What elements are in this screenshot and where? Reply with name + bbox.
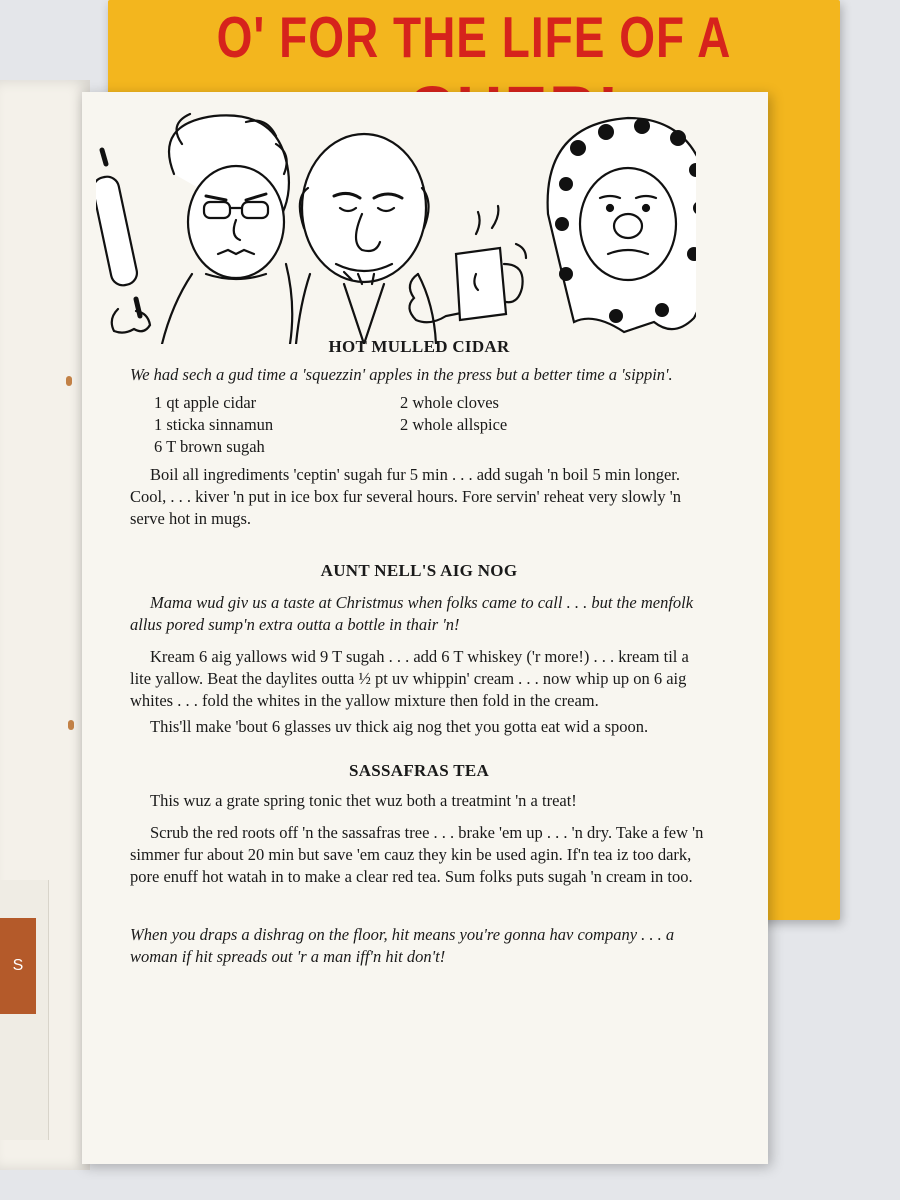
rust-spot [68, 720, 74, 730]
rust-spot [66, 376, 72, 386]
footer-saying: When you draps a dishrag on the floor, hit means you're gonna hav company . . . a woman if hit spreads out 'r a man iff'n hit don't! [130, 925, 675, 966]
recipe-intro: We had sech a gud time a 'squezzin' apples in the press but a better time a 'sippin'. [130, 365, 673, 384]
ingredient-item: 6 T brown sugah [154, 437, 265, 456]
cartoon-illustration [96, 104, 696, 344]
recipe-page [82, 92, 768, 1164]
back-cover-title: O' FOR THE LIFE OF A [216, 4, 732, 70]
left-page-tab: S [0, 918, 36, 1014]
ingredient-item: 1 sticka sinnamun [154, 415, 274, 434]
old-man-figure [296, 134, 436, 344]
ingredient-item: 2 whole allspice [400, 415, 508, 434]
recipe-directions: This'll make 'bout 6 glasses uv thick aig nog thet you gotta eat wid a spoon. [150, 717, 649, 736]
rolling-pin-icon [96, 150, 150, 333]
coffee-mug-icon [409, 206, 526, 322]
woman-glasses-figure [162, 114, 292, 344]
recipe-title: SASSAFRAS TEA [348, 761, 490, 780]
woman-scarf-figure [548, 118, 696, 332]
recipe-intro: Mama wud giv us a taste at Christmus when folks came to call . . . but the menfolk allus pored sump'n extra outta a bottle in thair 'n! [130, 593, 694, 634]
recipe-title: HOT MULLED CIDAR [328, 337, 510, 356]
recipe-directions: Kream 6 aig yallows wid 9 T sugah . . . add 6 T whiskey ('r more!) . . . kream til a lite yallow. Beat the daylites outta ½ pt uv whippin' cream . . . now whip up on 6 aig whites . . . fold the whites in the yallow mixture then fold in the cream. [130, 647, 689, 710]
recipe-directions: Scrub the red roots off 'n the sassafras tree . . . brake 'em up . . . 'n dry. Take a few 'n simmer fur about 20 min but save 'em cauz they kin be used agin. If'n tea iz too dark, pore enuff hot watah in to make a clear red tea. Sum folks puts sugah 'n cream in too. [130, 823, 704, 886]
recipe-directions: Boil all ingrediments 'ceptin' sugah fur 5 min . . . add sugah 'n boil 5 min longer. Cool, . . . kiver 'n put in ice box fur several hours. Fore servin' reheat very slowly 'n serve hot in mugs. [130, 465, 682, 528]
recipe-intro: This wuz a grate spring tonic thet wuz both a treatmint 'n a treat! [150, 791, 577, 810]
ingredient-list [154, 392, 708, 458]
ingredient-item: 2 whole cloves [400, 393, 499, 412]
recipe-title: AUNT NELL'S AIG NOG [320, 561, 518, 580]
ingredient-item: 1 qt apple cidar [154, 393, 257, 412]
recipe-content [130, 336, 708, 968]
